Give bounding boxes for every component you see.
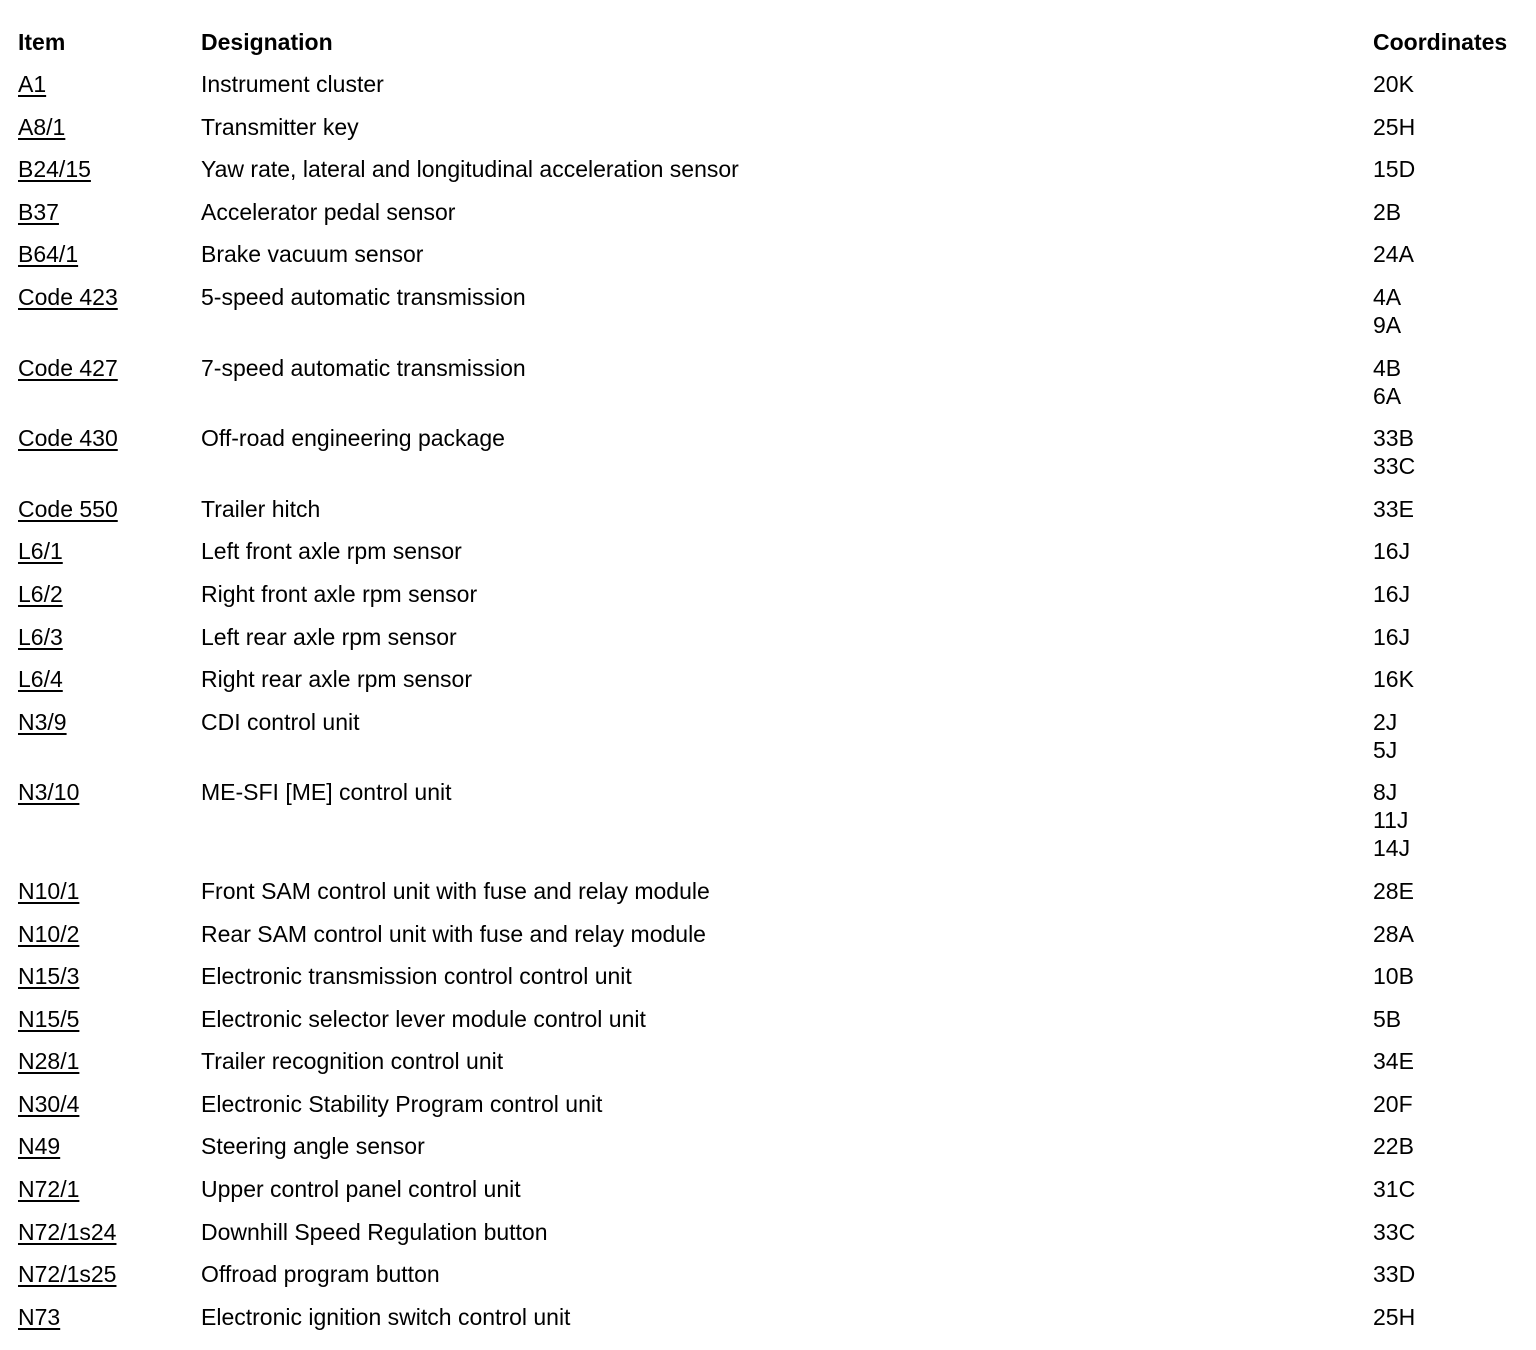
column-header-designation: Designation [201,29,333,55]
item-cell [18,962,201,1005]
coordinates-cell [1373,665,1518,708]
coordinates-cell [1373,1175,1518,1218]
item-cell [18,70,201,113]
coordinates-cell [1373,1090,1518,1133]
table-row [18,283,1518,354]
coordinate-value: 33D [1373,1261,1416,1288]
coordinate-value: 2J [1373,708,1398,735]
item-cell [18,1175,201,1218]
table-row [18,424,1518,495]
table-row [18,1175,1518,1218]
table-row [18,495,1518,538]
item-link[interactable]: N3/10 [18,779,80,806]
item-link[interactable]: B64/1 [18,241,79,268]
designation-cell: CDI control unit [201,708,360,735]
item-cell [18,1047,201,1090]
designation-cell: Transmitter key [201,113,359,140]
designation-cell: 5-speed automatic transmission [201,283,526,310]
coordinate-value: 4A [1373,283,1402,310]
coordinate-value: 33C [1373,453,1416,480]
item-cell [18,495,201,538]
item-cell [18,1132,201,1175]
item-link[interactable]: N3/9 [18,708,67,735]
column-header-coordinates: Coordinates [1373,29,1508,55]
coordinate-value: 15D [1373,156,1416,183]
coordinate-value: 20F [1373,1090,1413,1117]
table-row [18,155,1518,198]
coordinates-cell [1373,1260,1518,1303]
coordinate-value: 33C [1373,1218,1416,1245]
table-row [18,778,1518,877]
item-cell [18,665,201,708]
coordinate-value: 28E [1373,877,1414,904]
designation-cell: Instrument cluster [201,71,384,97]
coordinate-value: 25H [1373,1303,1416,1330]
coordinates-cell [1373,1047,1518,1090]
coordinate-value: 5J [1373,736,1398,763]
coordinates-cell [1373,155,1518,198]
coordinate-value: 28A [1373,920,1414,947]
designation-cell: ME-SFI [ME] control unit [201,779,452,806]
item-cell [18,354,201,425]
item-link[interactable]: L6/4 [18,666,63,693]
coordinates-cell [1373,537,1518,580]
designation-cell: Electronic selector lever module control unit [201,1005,646,1032]
designation-cell: Electronic transmission control control unit [201,963,632,990]
item-link[interactable]: B24/15 [18,156,91,183]
item-link[interactable]: N73 [18,1303,61,1330]
item-link[interactable]: L6/1 [18,538,63,565]
item-link[interactable]: L6/2 [18,580,63,607]
designation-cell: Downhill Speed Regulation button [201,1218,548,1245]
coordinate-value: 31C [1373,1176,1416,1203]
component-legend-table [18,28,1518,1345]
table-row [18,623,1518,666]
coordinate-value: 22B [1373,1133,1414,1160]
table-row [18,1005,1518,1048]
coordinate-value: 33B [1373,425,1414,452]
item-link[interactable]: N10/1 [18,877,80,904]
coordinate-value: 33E [1373,495,1414,522]
table-row [18,70,1518,113]
table-row [18,708,1518,779]
item-cell [18,920,201,963]
item-link[interactable]: N10/2 [18,920,80,947]
item-cell [18,424,201,495]
table-row [18,1090,1518,1133]
item-cell [18,708,201,779]
coordinates-cell [1373,778,1518,877]
item-link[interactable]: L6/3 [18,623,63,650]
coordinate-value: 20K [1373,71,1414,97]
coordinates-cell [1373,198,1518,241]
designation-cell: Upper control panel control unit [201,1176,521,1203]
table-row [18,1260,1518,1303]
coordinate-value: 8J [1373,779,1398,806]
coordinates-cell [1373,495,1518,538]
item-link[interactable]: N72/1s24 [18,1218,117,1245]
coordinates-cell [1373,1005,1518,1048]
designation-cell: Right front axle rpm sensor [201,580,478,607]
coordinate-value: 16J [1373,538,1411,565]
coordinates-cell [1373,708,1518,779]
coordinates-cell [1373,623,1518,666]
coordinates-cell [1373,1303,1518,1346]
coordinates-cell [1373,70,1518,113]
designation-cell: Accelerator pedal sensor [201,198,456,225]
designation-cell: Electronic Stability Program control unit [201,1090,603,1117]
item-link[interactable]: Code 550 [18,495,118,522]
item-link[interactable]: A1 [18,71,47,97]
item-link[interactable]: B37 [18,198,59,225]
designation-cell: Right rear axle rpm sensor [201,666,472,693]
designation-cell: Offroad program button [201,1261,440,1288]
coordinate-value: 14J [1373,835,1411,862]
coordinates-cell [1373,1218,1518,1261]
table-row [18,240,1518,283]
coordinates-cell [1373,920,1518,963]
item-link[interactable]: N15/3 [18,963,80,990]
table-row [18,580,1518,623]
coordinate-value: 16J [1373,623,1411,650]
designation-cell: Steering angle sensor [201,1133,425,1160]
designation-cell: Trailer recognition control unit [201,1048,504,1075]
table-row [18,537,1518,580]
coordinate-value: 5B [1373,1005,1402,1032]
coordinate-value: 9A [1373,311,1402,338]
item-link[interactable]: N49 [18,1133,61,1160]
designation-cell: Rear SAM control unit with fuse and relay module [201,920,706,947]
item-cell [18,537,201,580]
table-row [18,354,1518,425]
item-cell [18,1260,201,1303]
table-row [18,665,1518,708]
table-row [18,1303,1518,1346]
coordinate-value: 4B [1373,354,1402,381]
designation-cell: Off-road engineering package [201,425,505,452]
designation-cell: 7-speed automatic transmission [201,354,526,381]
item-cell [18,1218,201,1261]
table-row [18,962,1518,1005]
coordinates-cell [1373,354,1518,425]
coordinate-value: 6A [1373,382,1402,409]
coordinates-cell [1373,240,1518,283]
item-cell [18,623,201,666]
item-cell [18,877,201,920]
table-row [18,198,1518,241]
item-cell [18,198,201,241]
coordinates-cell [1373,962,1518,1005]
coordinate-value: 24A [1373,241,1414,268]
item-link[interactable]: Code 427 [18,354,118,381]
item-link[interactable]: N28/1 [18,1048,80,1075]
coordinate-value: 10B [1373,963,1414,990]
item-cell [18,240,201,283]
coordinate-value: 2B [1373,198,1402,225]
designation-cell: Brake vacuum sensor [201,241,424,268]
coordinates-cell [1373,877,1518,920]
designation-cell: Trailer hitch [201,495,321,522]
item-cell [18,283,201,354]
coordinates-cell [1373,283,1518,354]
table-row [18,877,1518,920]
table-row [18,1218,1518,1261]
coordinate-value: 34E [1373,1048,1414,1075]
coordinates-cell [1373,113,1518,156]
coordinates-cell [1373,580,1518,623]
table-row [18,920,1518,963]
item-link[interactable]: N72/1s25 [18,1261,117,1288]
item-cell [18,155,201,198]
coordinates-cell [1373,1132,1518,1175]
coordinates-cell [1373,424,1518,495]
coordinate-value: 25H [1373,113,1416,140]
item-link[interactable]: N72/1 [18,1176,80,1203]
column-header-item: Item [18,29,66,55]
item-cell [18,580,201,623]
coordinate-value: 16K [1373,666,1414,693]
item-cell [18,1303,201,1346]
table-row [18,113,1518,156]
designation-cell: Yaw rate, lateral and longitudinal acceleration sensor [201,156,739,183]
coordinate-value: 11J [1373,807,1409,834]
legend-body [18,70,1518,1345]
table-row [18,1047,1518,1090]
designation-cell: Front SAM control unit with fuse and relay module [201,877,710,904]
item-cell [18,778,201,877]
item-link[interactable]: Code 430 [18,425,118,452]
item-link[interactable]: A8/1 [18,113,66,140]
item-cell [18,113,201,156]
item-cell [18,1005,201,1048]
coordinate-value: 16J [1373,580,1411,607]
item-link[interactable]: N30/4 [18,1090,80,1117]
header-row [18,28,1518,70]
designation-cell: Left front axle rpm sensor [201,538,462,565]
item-cell [18,1090,201,1133]
designation-cell: Left rear axle rpm sensor [201,623,457,650]
item-link[interactable]: Code 423 [18,283,118,310]
designation-cell: Electronic ignition switch control unit [201,1303,571,1330]
table-row [18,1132,1518,1175]
item-link[interactable]: N15/5 [18,1005,80,1032]
